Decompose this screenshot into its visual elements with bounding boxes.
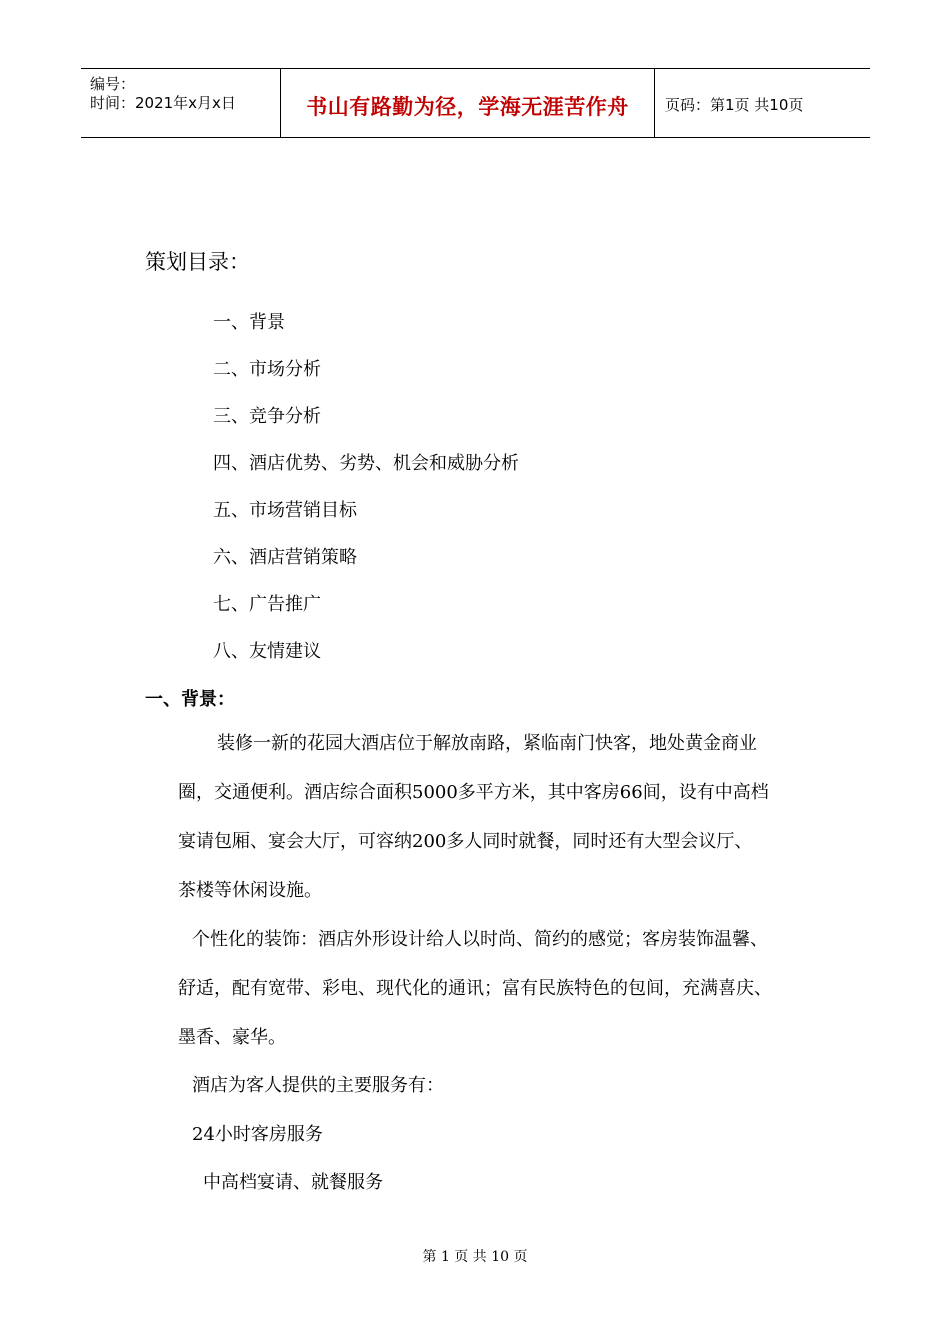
service-item: 中高档宴请、就餐服务 [203,1172,383,1193]
body-line: 宴请包厢、宴会大厅，可容纳200多人同时就餐，同时还有大型会议厅、 [178,831,753,852]
body-line: 装修一新的花园大酒店位于解放南路，紧临南门快客，地处黄金商业 [217,733,757,754]
header-motto: 书山有路勤为径，学海无涯苦作舟 [306,94,629,119]
body-line: 个性化的装饰：酒店外形设计给人以时尚、简约的感觉；客房装饰温馨、 [192,929,768,950]
body-line: 酒店为客人提供的主要服务有： [192,1075,444,1096]
toc-item: 五、市场营销目标 [213,500,357,521]
toc-title: 策划目录： [145,250,250,274]
header-page-info: 页码：第1页 共10页 [665,96,804,114]
toc-item: 一、背景 [213,312,285,333]
document-date-label: 时间：2021年x月x日 [90,94,236,112]
header-info-cell [81,69,281,137]
service-item: 24小时客房服务 [192,1124,323,1145]
toc-item: 三、竞争分析 [213,406,321,427]
header-motto-cell [281,69,655,137]
toc-list [213,311,519,687]
body-line: 茶楼等休闲设施。 [178,880,322,901]
body-line: 圈，交通便利。酒店综合面积5000多平方米，其中客房66间，设有中高档 [178,782,769,803]
toc-item: 八、友情建议 [213,641,321,662]
header-page-cell [655,69,870,137]
document-header [81,68,870,138]
toc-item: 二、市场分析 [213,359,321,380]
toc-item: 七、广告推广 [213,594,321,615]
body-line: 墨香、豪华。 [178,1027,286,1048]
toc-item: 四、酒店优势、劣势、机会和威胁分析 [213,453,519,474]
toc-item: 六、酒店营销策略 [213,547,357,568]
section-title-background: 一、背景： [145,689,235,710]
page-footer: 第 1 页 共 10 页 [422,1249,528,1265]
document-number-label: 编号： [90,75,136,93]
body-line: 舒适，配有宽带、彩电、现代化的通讯；富有民族特色的包间，充满喜庆、 [178,978,772,999]
